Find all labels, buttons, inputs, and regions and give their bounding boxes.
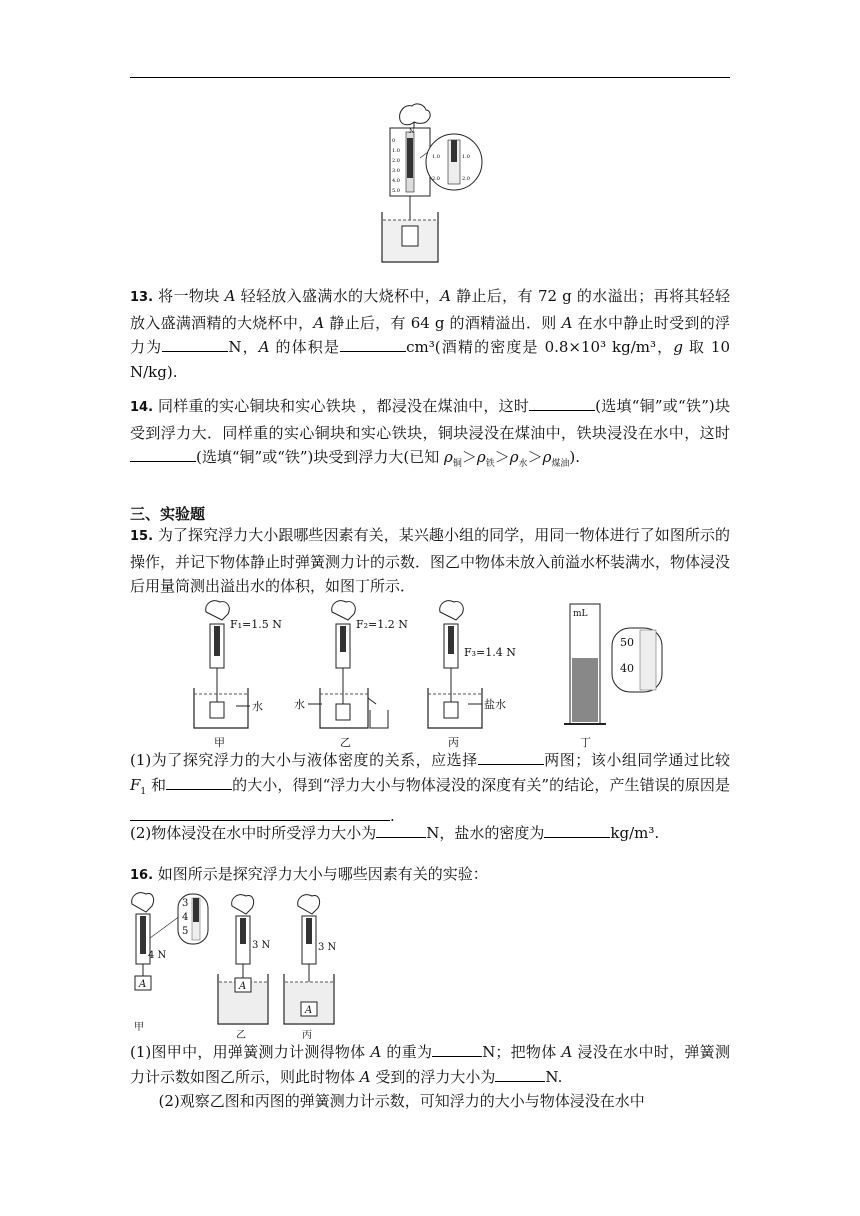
beaker <box>382 212 438 262</box>
svg-text:4: 4 <box>182 912 189 923</box>
answer-blank[interactable] <box>162 350 228 352</box>
block-a <box>402 226 418 246</box>
figure-q16-experiment <box>128 890 368 1040</box>
answer-blank[interactable] <box>529 409 595 411</box>
graduated-cylinder <box>564 604 662 748</box>
svg-text:丁: 丁 <box>580 736 591 748</box>
svg-text:F₂=1.2 N: F₂=1.2 N <box>356 618 408 631</box>
q15-sub-2: (2)物体浸没在水中时所受浮力大小为 N，盐水的密度为 kg/m³. <box>130 824 660 842</box>
figure-spring-scale-beaker <box>370 98 490 266</box>
unit-label: N <box>409 128 415 135</box>
svg-text:3 N: 3 N <box>252 940 271 951</box>
svg-text:A: A <box>139 979 147 990</box>
answer-blank[interactable] <box>166 788 232 790</box>
svg-text:mL: mL <box>573 609 588 619</box>
answer-blank[interactable] <box>376 836 426 838</box>
setup-bing <box>428 601 516 748</box>
svg-text:3.0: 3.0 <box>392 168 400 174</box>
svg-text:40: 40 <box>620 662 634 675</box>
svg-text:3 N: 3 N <box>318 942 337 953</box>
svg-text:5: 5 <box>182 926 189 937</box>
svg-text:水: 水 <box>294 698 305 711</box>
section-heading: 三、实验题 <box>130 505 206 523</box>
svg-text:4 N: 4 N <box>148 950 167 961</box>
setup-yi <box>294 601 408 748</box>
answer-blank[interactable] <box>130 460 196 462</box>
svg-text:4.0: 4.0 <box>392 178 400 184</box>
svg-text:A: A <box>305 1005 313 1016</box>
svg-text:2.0: 2.0 <box>432 176 440 182</box>
setup-bing <box>284 895 337 1040</box>
svg-text:5.0: 5.0 <box>392 188 400 194</box>
svg-text:A: A <box>239 981 247 992</box>
question-13: 13. 将一物块 A 轻轻放入盛满水的大烧杯中，A 静止后，有 72 g 的水溢出；再将其轻轻放入盛满酒精的大烧杯中，A 静止后，有 64 g 的酒精溢出．则 A 在水中静止时受到的浮力为 N，A 的体积是 cm³(酒精的密度是 0.8×10³ kg/m³，g 取 10 N/kg). <box>130 287 730 381</box>
svg-text:1.0: 1.0 <box>432 154 440 160</box>
svg-text:50: 50 <box>620 636 634 649</box>
q16-sub-2: (2)观察乙图和丙图的弹簧测力计示数，可知浮力的大小与物体浸没在水中 <box>158 1092 645 1110</box>
figure-q15-experiment <box>192 598 672 748</box>
q16-sub-1: (1)图甲中，用弹簧测力计测得物体 A 的重为 N；把物体 A 浸没在水中时，弹簧测力计示数如图乙所示，则此时物体 A 受到的浮力大小为 N. <box>130 1043 730 1086</box>
answer-blank[interactable] <box>495 1080 545 1082</box>
question-16: 16. 如图所示是探究浮力大小与哪些因素有关的实验： <box>130 865 488 883</box>
svg-text:乙: 乙 <box>236 1030 246 1040</box>
svg-text:丙: 丙 <box>302 1030 312 1040</box>
question-15: 15. 为了探究浮力大小跟哪些因素有关，某兴趣小组的同学，用同一物体进行了如图所示的操作，并记下物体静止时弹簧测力计的示数．图乙中物体未放入前溢水杯装满水，物体浸没后用量筒测出溢出水的体积，如图丁所示． <box>130 526 731 595</box>
svg-text:2.0: 2.0 <box>392 158 400 164</box>
svg-text:乙: 乙 <box>340 736 351 748</box>
svg-text:水: 水 <box>252 700 263 713</box>
question-14: 14. 同样重的实心铜块和实心铁块 ，都浸没在煤油中，这时 (选填“铜”或“铁”)块受到浮力大．同样重的实心铜块和实心铁块，铜块浸没在煤油中，铁块浸没在水中，这时(选填“铜”或“铁”)块受到浮力大(已知 $\rho_铜>\rho_铁>\rho_水>\rho_{煤油}$). <box>130 397 730 469</box>
setup-yi <box>218 895 271 1040</box>
answer-blank[interactable] <box>432 1055 482 1057</box>
hand-icon <box>400 104 431 128</box>
answer-blank[interactable] <box>478 763 544 765</box>
svg-text:盐水: 盐水 <box>484 698 506 711</box>
top-rule <box>130 77 730 78</box>
q15-sub-1: (1)为了探究浮力的大小与液体密度的关系，应选择 两图；该小组同学通过比较 $F_1$ 和 的大小，得到“浮力大小与物体浸没的深度有关”的结论，产生错误的原因是. <box>130 751 730 825</box>
svg-text:甲: 甲 <box>134 1022 144 1033</box>
svg-text:2.0: 2.0 <box>462 176 470 182</box>
svg-text:甲: 甲 <box>214 736 225 748</box>
setup-jia <box>132 893 208 1033</box>
svg-text:丙: 丙 <box>448 736 459 748</box>
svg-text:3: 3 <box>182 898 189 909</box>
svg-text:F₁=1.5 N: F₁=1.5 N <box>230 618 282 631</box>
svg-text:0: 0 <box>392 138 396 144</box>
svg-text:1.0: 1.0 <box>392 148 400 154</box>
svg-text:F₃=1.4 N: F₃=1.4 N <box>464 646 516 659</box>
answer-blank[interactable] <box>544 836 610 838</box>
answer-blank[interactable] <box>340 350 406 352</box>
setup-jia <box>194 601 282 748</box>
svg-text:1.0: 1.0 <box>462 154 470 160</box>
